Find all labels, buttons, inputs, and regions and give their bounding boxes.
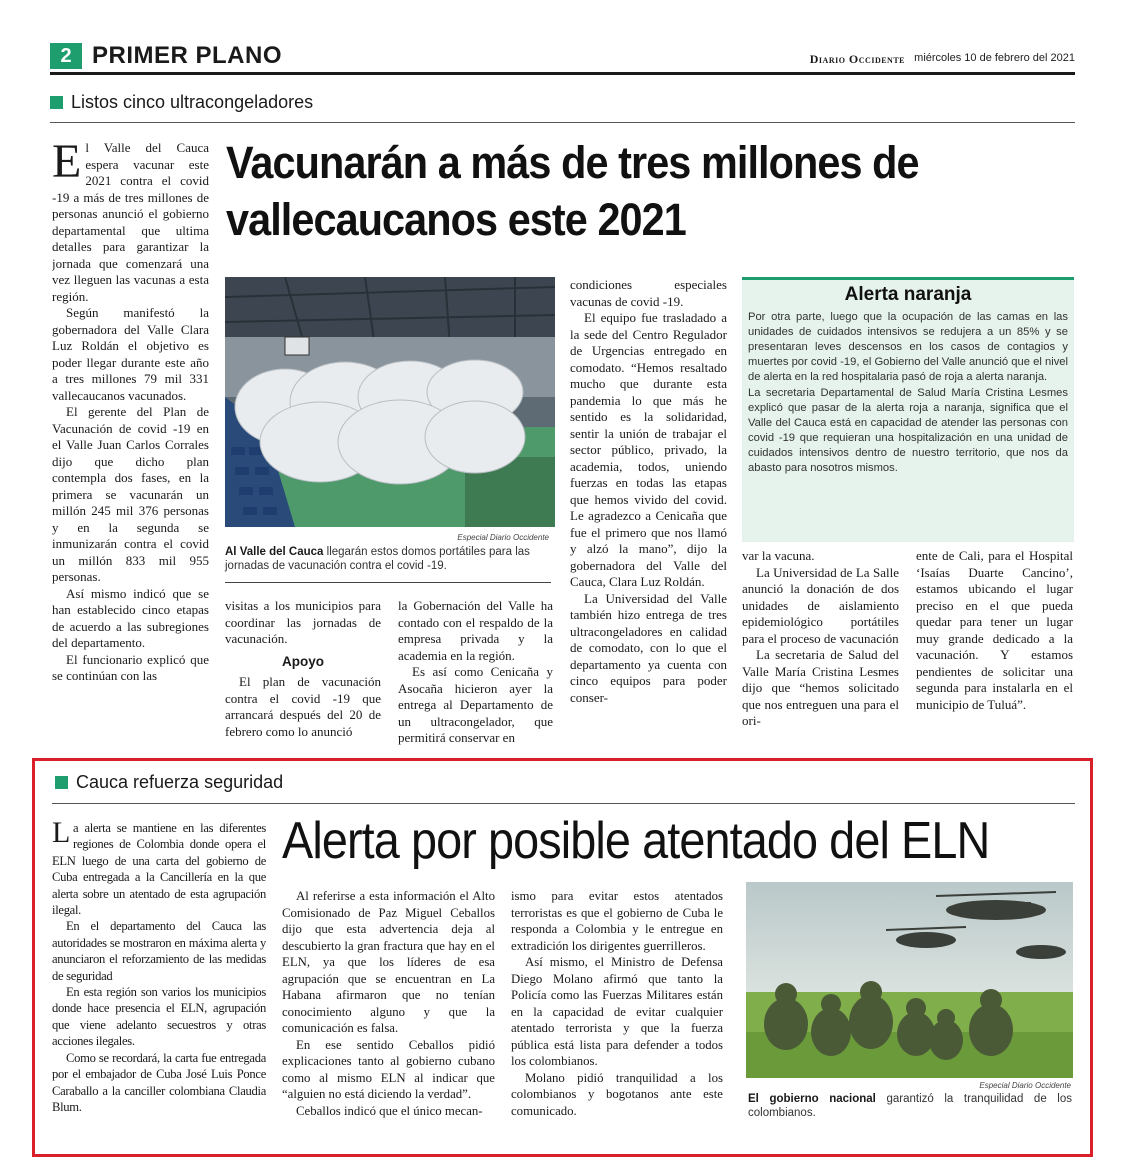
kicker-rule	[50, 122, 1075, 123]
article2-headline: Alerta por posible atentado del ELN	[282, 812, 990, 870]
soldiers-helicopters-photo	[746, 882, 1073, 1078]
paragraph: Según manifestó la gobernadora del Valle Clara Luz Roldán el objetivo es poder llegar durante este año a tres millones 79 mil 331 vallecaucanos vacunados.	[52, 305, 209, 403]
caption-lead: Al Valle del Cauca	[225, 546, 324, 558]
article1-column-2	[225, 598, 381, 752]
caption-lead: El gobierno nacional	[748, 1093, 876, 1105]
paper-name: Diario Occidente	[809, 52, 905, 66]
page-header	[50, 40, 1075, 74]
paragraph: En esta región son varios los municipios donde hace presencia el ELN, agrupación que viene adelanto secuestros y otras acciones ilegales.	[52, 985, 266, 1049]
photo2-caption	[748, 1092, 1072, 1120]
caption-text: garantizó la tranquilidad de los colombianos.	[748, 1093, 1072, 1119]
paragraph: La Universidad del Valle también hizo entrega de tres ultracongeladores en calidad de comodato, con lo que el departamento ya cuenta con cinco equipos para poder conser-	[570, 590, 727, 705]
paragraph: ismo para evitar estos atentados terroristas es que el gobierno de Cuba le responda a Colombia y le entregue en extradición los dirigentes guerrilleros.	[511, 889, 723, 953]
page-number: 2	[50, 43, 82, 69]
soldiers-illustration	[746, 882, 1073, 1078]
vaccination-domes-photo	[225, 277, 555, 527]
alerta-naranja-box	[742, 277, 1074, 542]
paragraph: La Universidad de La Salle anunció la donación de dos unidades de aislamiento epidemiológico portátiles para el proceso de vacunación	[742, 564, 899, 646]
article1-column-5	[742, 548, 899, 752]
paragraph: a alerta se mantiene en las diferentes regiones de Colombia donde opera el ELN luego de una carta del gobierno de Cuba entregada a la Cancillería en la que alerta sobre un atentado de esta agrupación ilegal.	[52, 821, 266, 918]
paragraph: Como se recordará, la carta fue entregada por el embajador de Cuba José Luis Ponce Caraballo a la canciller colombiana Claudia Blum.	[52, 1050, 266, 1114]
paragraph: Es así como Cenicaña y Asocaña hicieron ayer la entrega al Departamento de un ultracongelador, que permitirá conservar en	[398, 664, 553, 745]
issue-date: miércoles 10 de febrero del 2021	[914, 52, 1075, 64]
photo1-credit: Especial Diario Occidente	[457, 533, 549, 542]
article1-kicker	[50, 92, 313, 113]
article2-kicker	[55, 772, 283, 793]
kicker-text: Cauca refuerza seguridad	[76, 772, 284, 792]
kicker-square-icon	[55, 776, 68, 789]
article2-column-2	[282, 888, 495, 1133]
article1-headline: Vacunarán a más de tres millones de vallecaucanos este 2021	[226, 137, 919, 245]
article1-column-6	[916, 548, 1073, 752]
kicker-rule	[52, 803, 1075, 804]
article2-column-1	[52, 820, 266, 1130]
dropcap: E	[52, 140, 82, 188]
paragraph: El gerente del Plan de Vacunación de covid -19 en el Valle Juan Carlos Corrales dijo que dicho plan contempla dos fases, en la primera se vacunarán un millón 245 mil 376 personas y en la segunda se inmunizarán contra el covid un millón 833 mil 955 personas.	[52, 404, 209, 584]
paragraph: El equipo fue trasladado a la sede del Centro Regulador de Urgencias entregado en comodato. “Hemos resaltado mucho que durante esta pandemia lo que más he sentido es la solidaridad, sentir la unión de trabajar el sector público, privado, la academia, todos, uniendo fuerzas en todas las etapas que hemos vivido del covid. Le agradezco a Cenicaña que fue el primero que nos llamó y alzó la mano”, dijo la gobernadora del Valle del Cauca, Clara Luz Roldán.	[570, 310, 727, 589]
header-rule	[50, 72, 1075, 75]
paragraph: visitas a los municipios para coordinar las jornadas de vacunación.	[225, 598, 381, 646]
paragraph: Molano pidió tranquilidad a los colombianos y bogotanos ante este comunicado.	[511, 1070, 723, 1118]
subhead: Apoyo	[282, 653, 324, 669]
paragraph: l Valle del Cauca espera vacunar este 2021 contra el covid -19 a más de tres millones de personas anunció el gobierno departamental que ultima detalles para garantizar la jornada que comenzará una vez lleguen las vacunas a esta región.	[52, 140, 209, 304]
caption-text: llegarán estos domos portátiles para las jornadas de vacunación contra el covid -19.	[225, 546, 530, 572]
section-title: PRIMER PLANO	[92, 42, 283, 69]
photo1-caption	[225, 545, 553, 573]
box-paragraph: Por otra parte, luego que la ocupación de las camas en las unidades de cuidados intensivos se redujera a un 85% y se presentaran leves descensos en los casos de contagios y muertes por covid -19, el Gobierno del Valle anunció que el nivel de alerta en la red hospitalaria pasó de roja a alerta naranja.	[748, 311, 1068, 383]
paragraph: var la vacuna.	[742, 548, 815, 563]
kicker-square-icon	[50, 96, 63, 109]
domes-illustration	[225, 277, 555, 527]
article1-column-4	[570, 277, 727, 752]
box-paragraph: La secretaria Departamental de Salud María Cristina Lesmes explicó que pasar de la alerta roja a naranja, significa que el Valle del Cauca está en capacidad de atender las personas con covid -19 que requieran una hospitalización en una unidad de cuidados intensivos dentro de nuestro territorio, que nos da abasto para nosotros mismos.	[748, 387, 1068, 474]
article2-column-3	[511, 888, 723, 1133]
paragraph: Así mismo, el Ministro de Defensa Diego Molano afirmó que tanto la Policía como las Fuerzas Militares están en la capacidad de evitar cualquier atentado terrorista y que la fuerza pública está lista para defender a todos los colombianos.	[511, 955, 723, 1068]
dropcap: L	[52, 820, 71, 849]
paragraph: Así mismo indicó que se han establecido cinco etapas de acuerdo a las subregiones del departamento.	[52, 585, 209, 650]
paragraph: El plan de vacunación contra el covid -19 que arrancará después del 20 de febrero como lo anunció	[225, 674, 381, 739]
paragraph: ente de Cali, para el Hospital ‘Isaías Duarte Cancino’, estamos ubicando el lugar preciso en el que pueda quedar para tener un lugar muy grande dedicado a la vacunación. Y estamos pendientes de solicitar una segunda para instalarla en el municipio de Tuluá”.	[916, 548, 1073, 712]
paragraph: El funcionario explicó que se continúan con las	[52, 651, 209, 683]
paragraph: condiciones especiales vacunas de covid -19.	[570, 277, 727, 309]
paragraph: En el departamento del Cauca las autoridades se mostraron en máxima alerta y anunciaron el reforzamiento de las medidas de seguridad	[52, 919, 266, 983]
photo2-credit: Especial Diario Occidente	[979, 1081, 1071, 1090]
paragraph: Ceballos indicó que el único mecan-	[296, 1103, 483, 1118]
article1-column-1	[52, 140, 209, 752]
paragraph: La secretaria de Salud del Valle María Cristina Lesmes dijo que “hemos solicitado que nos entreguen una para el ori-	[742, 647, 899, 728]
box-title: Alerta naranja	[844, 284, 972, 305]
paragraph: Al referirse a esta información el Alto Comisionado de Paz Miguel Ceballos dijo que esta advertencia deja al descubierto la gran fractura que hay en el ELN, ya que los líderes de esa agrupación que se encuentran en La Habana afirmaron que no tenían conocimiento alguno y que la comunicación es falsa.	[282, 889, 495, 1035]
paragraph: la Gobernación del Valle ha contado con el respaldo de la empresa privada y la academia en la región.	[398, 598, 553, 663]
kicker-text: Listos cinco ultracongeladores	[71, 92, 314, 112]
paragraph: En ese sentido Ceballos pidió explicaciones tanto al gobierno cubano como al mismo ELN al indicar que “alguien no está diciendo la verdad”.	[282, 1037, 495, 1101]
box-body	[742, 306, 1074, 476]
article1-column-3	[398, 598, 553, 752]
caption-rule	[225, 582, 551, 583]
